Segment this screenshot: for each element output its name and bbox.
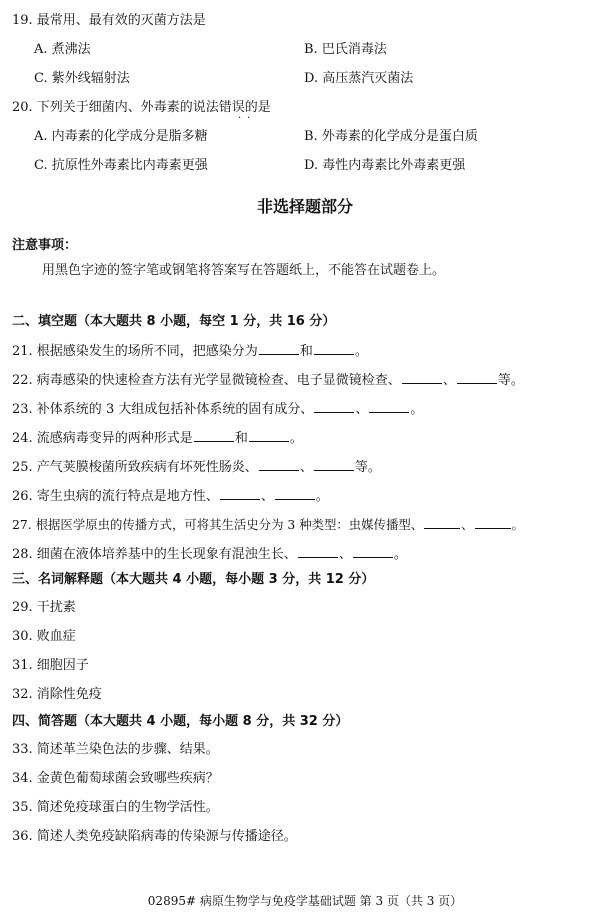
- q25-blank-2[interactable]: [314, 458, 354, 471]
- q27-blank-2[interactable]: [475, 516, 511, 529]
- q22-end: 等。: [497, 373, 524, 388]
- q20-option-b: B. 外毒素的化学成分是蛋白质: [304, 129, 478, 144]
- q26-blank-2[interactable]: [275, 487, 315, 500]
- q27: [12, 516, 524, 534]
- q21-blank-2[interactable]: [314, 342, 354, 355]
- q22-blank-1[interactable]: [402, 371, 442, 384]
- q28-mid: 、: [338, 547, 352, 562]
- q33: 33. 简述革兰染色法的步骤、结果。: [12, 742, 219, 757]
- q24: [12, 429, 303, 448]
- q19-stem: 19. 最常用、最有效的灭菌方法是: [12, 13, 206, 28]
- q21-text: 21. 根据感染发生的场所不同，把感染分为: [12, 344, 258, 359]
- q28-blank-2[interactable]: [353, 545, 393, 558]
- q19-option-b: B. 巴氏消毒法: [304, 42, 387, 57]
- q35: 35. 简述免疫球蛋白的生物学活性。: [12, 800, 219, 815]
- q28-blank-1[interactable]: [298, 545, 338, 558]
- section3-heading: 三、名词解释题（本大题共 4 小题，每小题 3 分，共 12 分）: [12, 572, 375, 587]
- q34: 34. 金黄色葡萄球菌会致哪些疾病？: [12, 771, 219, 786]
- q24-mid: 和: [234, 431, 248, 446]
- q22: [12, 371, 524, 390]
- q19-option-a: A. 煮沸法: [34, 42, 91, 57]
- q23-end: 。: [410, 402, 424, 417]
- q29: 29. 干扰素: [12, 600, 76, 615]
- q25: [12, 458, 381, 477]
- q22-mid: 、: [442, 373, 456, 388]
- q27-mid: 、: [461, 517, 474, 532]
- q27-blank-1[interactable]: [424, 516, 460, 529]
- emphasis-dots: ·​·: [238, 113, 257, 124]
- q26-text: 26. 寄生虫病的流行特点是地方性、: [12, 489, 219, 504]
- q24-blank-2[interactable]: [249, 429, 289, 442]
- q25-blank-1[interactable]: [259, 458, 299, 471]
- q19-option-d: D. 高压蒸汽灭菌法: [304, 71, 414, 86]
- section2-heading: 二、填空题（本大题共 8 小题，每空 1 分，共 16 分）: [12, 314, 336, 329]
- part-title: 非选择题部分: [256, 197, 353, 216]
- q22-text: 22. 病毒感染的快速检查方法有光学显微镜检查、电子显微镜检查、: [12, 373, 401, 388]
- q20-option-d: D. 毒性内毒素比外毒素更强: [304, 158, 466, 173]
- q22-blank-2[interactable]: [457, 371, 497, 384]
- q28: [12, 545, 407, 564]
- q23: [12, 400, 423, 419]
- q32: 32. 消除性免疫: [12, 687, 102, 702]
- q36: 36. 简述人类免疫缺陷病毒的传染源与传播途径。: [12, 829, 297, 844]
- q23-blank-2[interactable]: [369, 400, 409, 413]
- notice-heading: 注意事项：: [12, 238, 78, 253]
- q26-end: 。: [315, 489, 329, 504]
- q30: 30. 败血症: [12, 629, 76, 644]
- q26: [12, 487, 329, 506]
- q25-mid: 、: [299, 460, 313, 475]
- q20-option-c: C. 抗原性外毒素比内毒素更强: [34, 158, 208, 173]
- q24-text: 24. 流感病毒变异的两种形式是: [12, 431, 193, 446]
- q21-blank-1[interactable]: [259, 342, 299, 355]
- q28-end: 。: [393, 547, 407, 562]
- q31: 31. 细胞因子: [12, 658, 89, 673]
- page-footer: 02895# 病原生物学与免疫学基础试题 第 3 页（共 3 页）: [147, 894, 463, 908]
- q25-end: 等。: [354, 460, 381, 475]
- q23-text: 23. 补体系统的 3 大组成包括补体系统的固有成分、: [12, 402, 314, 417]
- q25-text: 25. 产气荚膜梭菌所致疾病有坏死性肠炎、: [12, 460, 258, 475]
- q23-mid: 、: [355, 402, 369, 417]
- q26-mid: 、: [260, 489, 274, 504]
- q24-end: 。: [289, 431, 303, 446]
- q20-option-a: A. 内毒素的化学成分是脂多糖: [34, 129, 208, 144]
- q21-mid: 和: [299, 344, 313, 359]
- q21-end: 。: [354, 344, 368, 359]
- q27-end: 。: [511, 517, 524, 532]
- q24-blank-1[interactable]: [194, 429, 234, 442]
- section4-heading: 四、简答题（本大题共 4 小题，每小题 8 分，共 32 分）: [12, 714, 349, 729]
- q19-option-c: C. 紫外线辐射法: [34, 71, 130, 86]
- q27-text: 27. 根据医学原虫的传播方式，可将其生活史分为 3 种类型：虫媒传播型、: [12, 517, 424, 532]
- q20-stem: 20. 下列关于细菌内、外毒素的说法错误的是: [12, 100, 271, 115]
- q26-blank-1[interactable]: [220, 487, 260, 500]
- notice-text: 用黑色字迹的签字笔或钢笔将答案写在答题纸上，不能答在试题卷上。: [42, 263, 446, 278]
- q23-blank-1[interactable]: [314, 400, 354, 413]
- q28-text: 28. 细菌在液体培养基中的生长现象有混浊生长、: [12, 547, 297, 562]
- q21: [12, 342, 368, 361]
